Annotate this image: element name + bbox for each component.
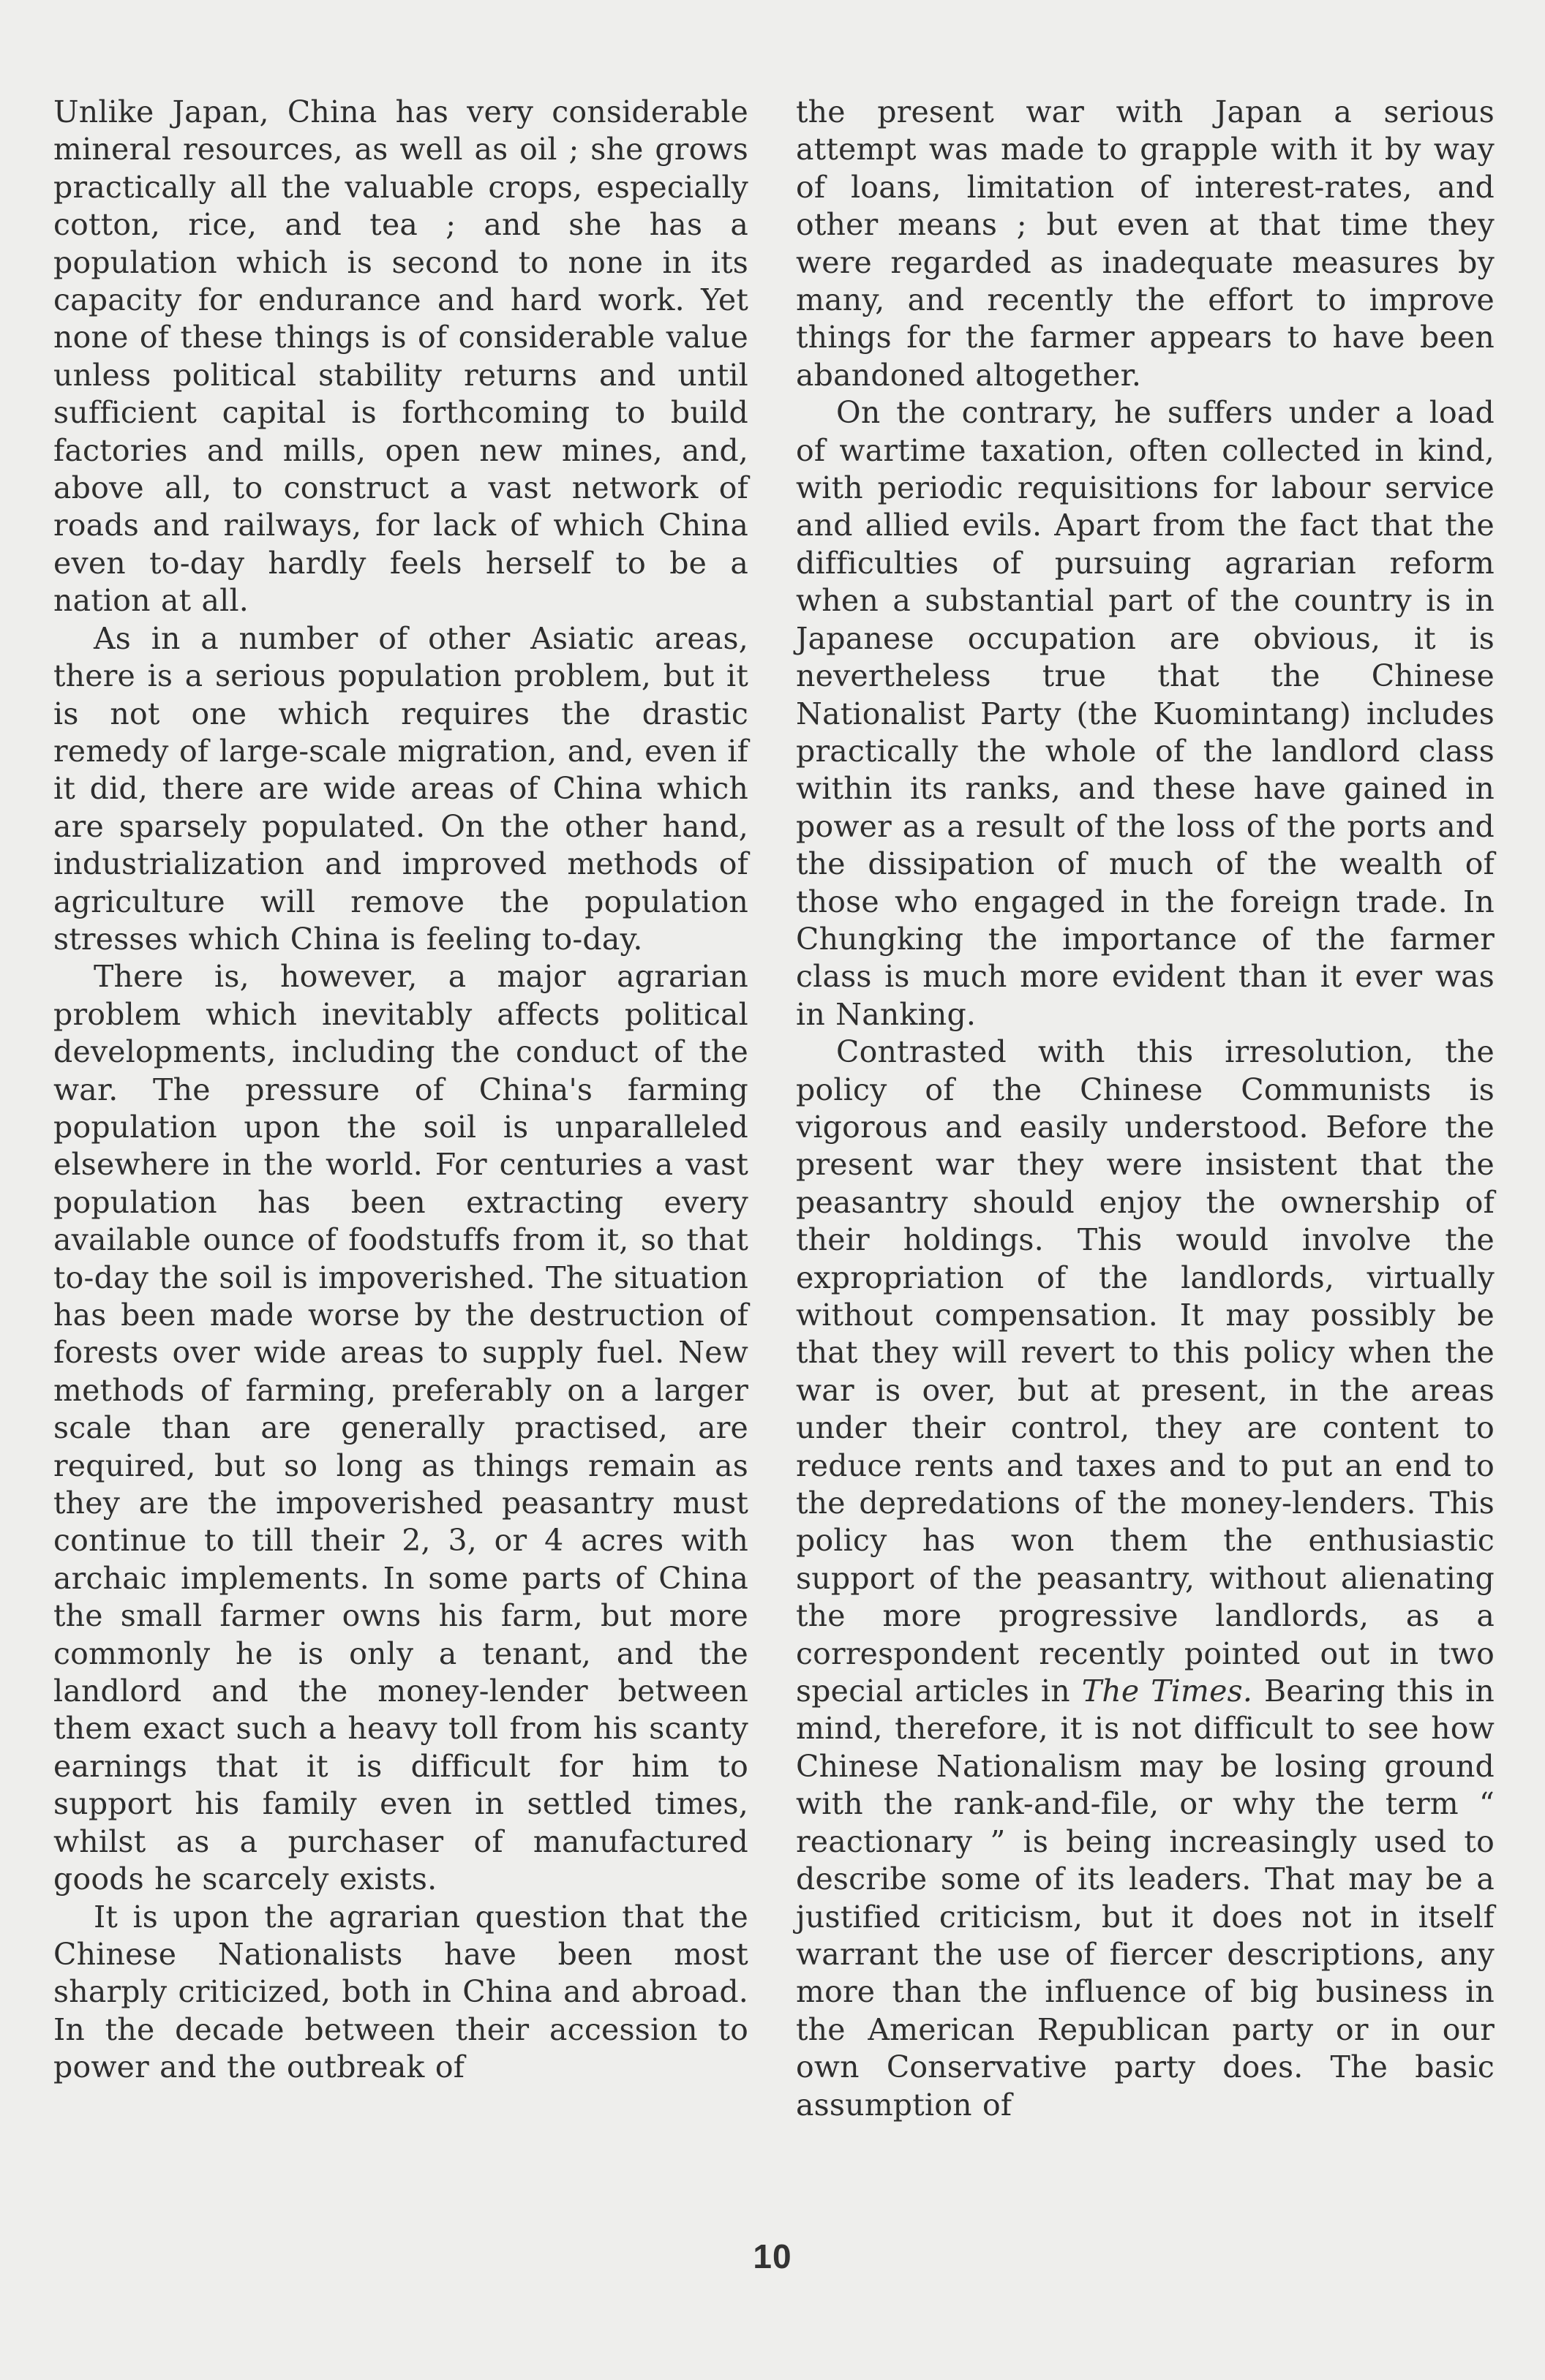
right-column <box>796 94 1495 2124</box>
paragraph-text: Contrasted with this irresolution, the policy of the Chinese Communists is vigorous and easily understood. Before the present war they were insistent that the peasantry should enjoy the ownership of their holdings. This would involve the expropriation of the landlords, virtually without compensation. It may possibly be that they will revert to this policy when the war is over, but at present, in the areas under their control, they are content to reduce rents and taxes and to put an end to the depredations of the money-lenders. This policy has won them the enthusiastic support of the peasantry, without alienating the more progressive landlords, as a correspondent recently pointed out in two special articles in <box>796 1034 1495 1709</box>
paragraph: the present war with Japan a serious attempt was made to grapple with it by way of loans, limitation of interest-rates, and other means ; but even at that time they were regarded as inadequate measures by many, and recently the effort to improve things for the farmer appears to have been abandoned altogether. <box>796 94 1495 393</box>
paragraph: On the contrary, he suffers under a load of wartime taxation, often collected in kind, with periodic requisitions for labour service and allied evils. Apart from the fact that the difficulties of pursuing agrarian reform when a substantial part of the country is in Japanese occupation are obvious, it is nevertheless true that the Chinese Nationalist Party (the Kuomintang) includes practically the whole of the landlord class within its ranks, and these have gained in power as a result of the loss of the ports and the dissipation of much of the wealth of those who engaged in the foreign trade. In Chungking the importance of the farmer class is much more evident than it ever was in Nanking. <box>796 395 1495 1032</box>
paragraph: It is upon the agrarian question that the Chinese Nationalists have been most sharply criticized, both in China and abroad. In the decade between their accession to power and the outbreak of <box>53 1899 748 2085</box>
paragraph: As in a number of other Asiatic areas, there is a serious population problem, but it is not one which requires the drastic remedy of large-scale migration, and, even if it did, there are wide areas of China which are sparsely populated. On the other hand, industrialization and improved methods of agriculture will remove the population stresses which China is feeling to-day. <box>53 620 748 957</box>
paragraph <box>796 1033 1495 2124</box>
paragraph-text: Bearing this in mind, therefore, it is not difficult to see how Chinese Nationalism may be losing ground with the rank-and-file, or why the term “ reactionary ” is being increasingly used to describe some of its leaders. That may be a justified criticism, but it does not in itself warrant the use of fiercer descriptions, any more than the influence of big business in the American Republican party or in our own Conservative party does. The basic assumption of <box>796 1673 1495 2123</box>
newspaper-title: The Times. <box>1081 1673 1253 1709</box>
left-column <box>53 94 748 2087</box>
paragraph: Unlike Japan, China has very considerable mineral resources, as well as oil ; she grows practically all the valuable crops, especially cotton, rice, and tea ; and she has a population which is second to none in its capacity for endurance and hard work. Yet none of these things is of considerable value unless political stability returns and until sufficient capital is forthcoming to build factories and mills, open new mines, and, above all, to construct a vast network of roads and railways, for lack of which China even to-day hardly feels herself to be a nation at all. <box>53 94 748 619</box>
page-number: 10 <box>753 2237 792 2275</box>
paragraph: There is, however, a major agrarian problem which inevitably affects political developments, including the conduct of the war. The pressure of China's farming population upon the soil is unparalleled elsewhere in the world. For centuries a vast population has been extracting every available ounce of foodstuffs from it, so that to-day the soil is impoverished. The situation has been made worse by the destruction of forests over wide areas to supply fuel. New methods of farming, preferably on a larger scale than are generally practised, are required, but so long as things remain as they are the impoverished peasantry must continue to till their 2, 3, or 4 acres with archaic implements. In some parts of China the small farmer owns his farm, but more commonly he is only a tenant, and the landlord and the money-lender between them exact such a heavy toll from his scanty earnings that it is difficult for him to support his family even in settled times, whilst as a purchaser of manufactured goods he scarcely exists. <box>53 959 748 1897</box>
